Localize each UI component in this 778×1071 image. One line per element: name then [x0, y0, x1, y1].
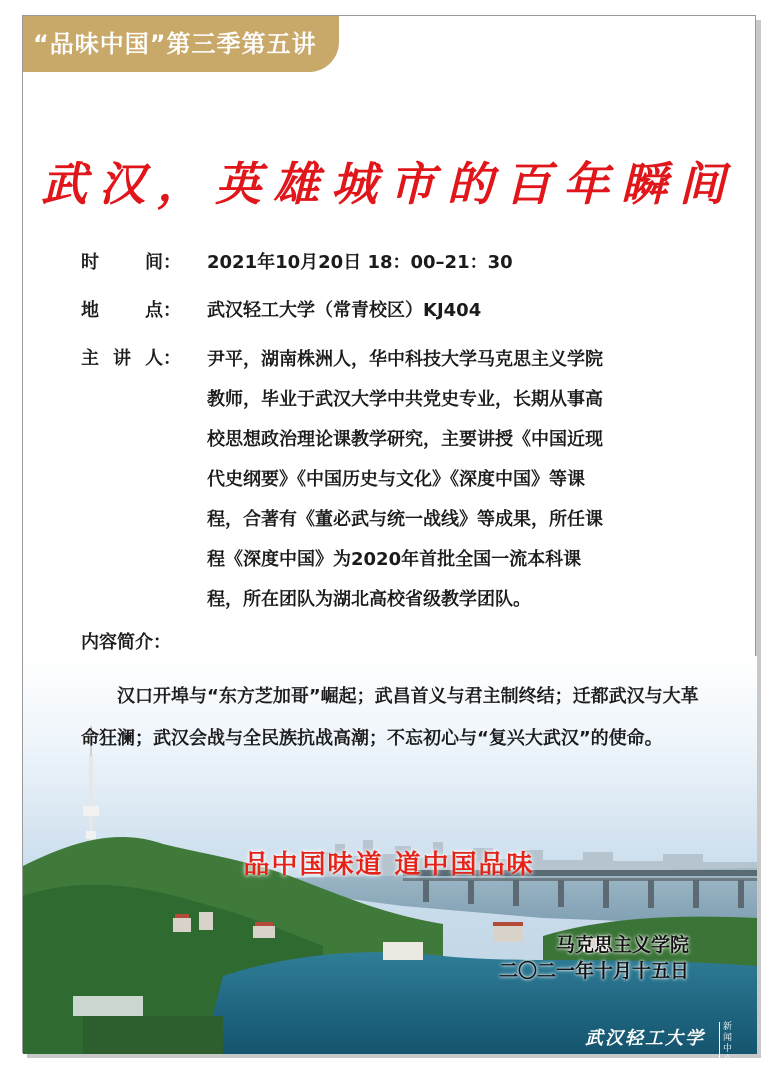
time-row	[81, 244, 721, 282]
place-label: 地 点：	[81, 300, 181, 321]
speaker-bio-line: 教师，毕业于武汉大学中共党史专业，长期从事高	[207, 389, 603, 410]
speaker-bio-line: 尹平，湖南株洲人，华中科技大学马克思主义学院	[207, 349, 603, 370]
speaker-bio-line: 校思想政治理论课教学研究，主要讲授《中国近现	[207, 429, 603, 450]
poster	[22, 15, 756, 1065]
intro-label: 内容简介：	[81, 632, 171, 653]
speaker-row	[81, 340, 721, 620]
organizer: 马克思主义学院	[555, 934, 689, 956]
lecture-title: 武汉，英雄城市的百年瞬间	[41, 157, 737, 211]
time-label: 时 间：	[81, 252, 181, 273]
organizer-block	[499, 932, 689, 984]
intro-text: 汉口开埠与“东方芝加哥”崛起；武昌首义与君主制终结；迁都武汉与大革命狂澜；武汉会战与全民族抗战高潮；不忘初心与“复兴大武汉”的使命。	[81, 686, 699, 749]
speaker-label: 主 讲 人：	[81, 348, 181, 369]
speaker-bio	[207, 340, 721, 620]
speaker-bio-line: 程《深度中国》为2020年首批全国一流本科课	[207, 549, 582, 570]
place-value: 武汉轻工大学（常青校区）KJ404	[207, 300, 482, 321]
speaker-bio-line: 代史纲要》《中国历史与文化》《深度中国》等课	[207, 469, 585, 490]
university-signature: 武汉轻工大学	[585, 1028, 705, 1049]
slogan: 品中国味道 道中国品味	[243, 850, 535, 880]
place-row	[81, 292, 721, 330]
issue-date: 二〇二一年十月十五日	[498, 960, 689, 982]
lecture-info	[81, 244, 721, 630]
series-tab: “品味中国”第三季第五讲	[23, 16, 339, 72]
news-center-mark: 新闻中心	[719, 1022, 739, 1066]
time-value: 2021年10月20日 18：00–21：30	[207, 252, 513, 273]
speaker-bio-line: 程，合著有《董必武与统一战线》等成果，所任课	[207, 509, 603, 530]
speaker-bio-line: 程，所在团队为湖北高校省级教学团队。	[207, 589, 531, 610]
